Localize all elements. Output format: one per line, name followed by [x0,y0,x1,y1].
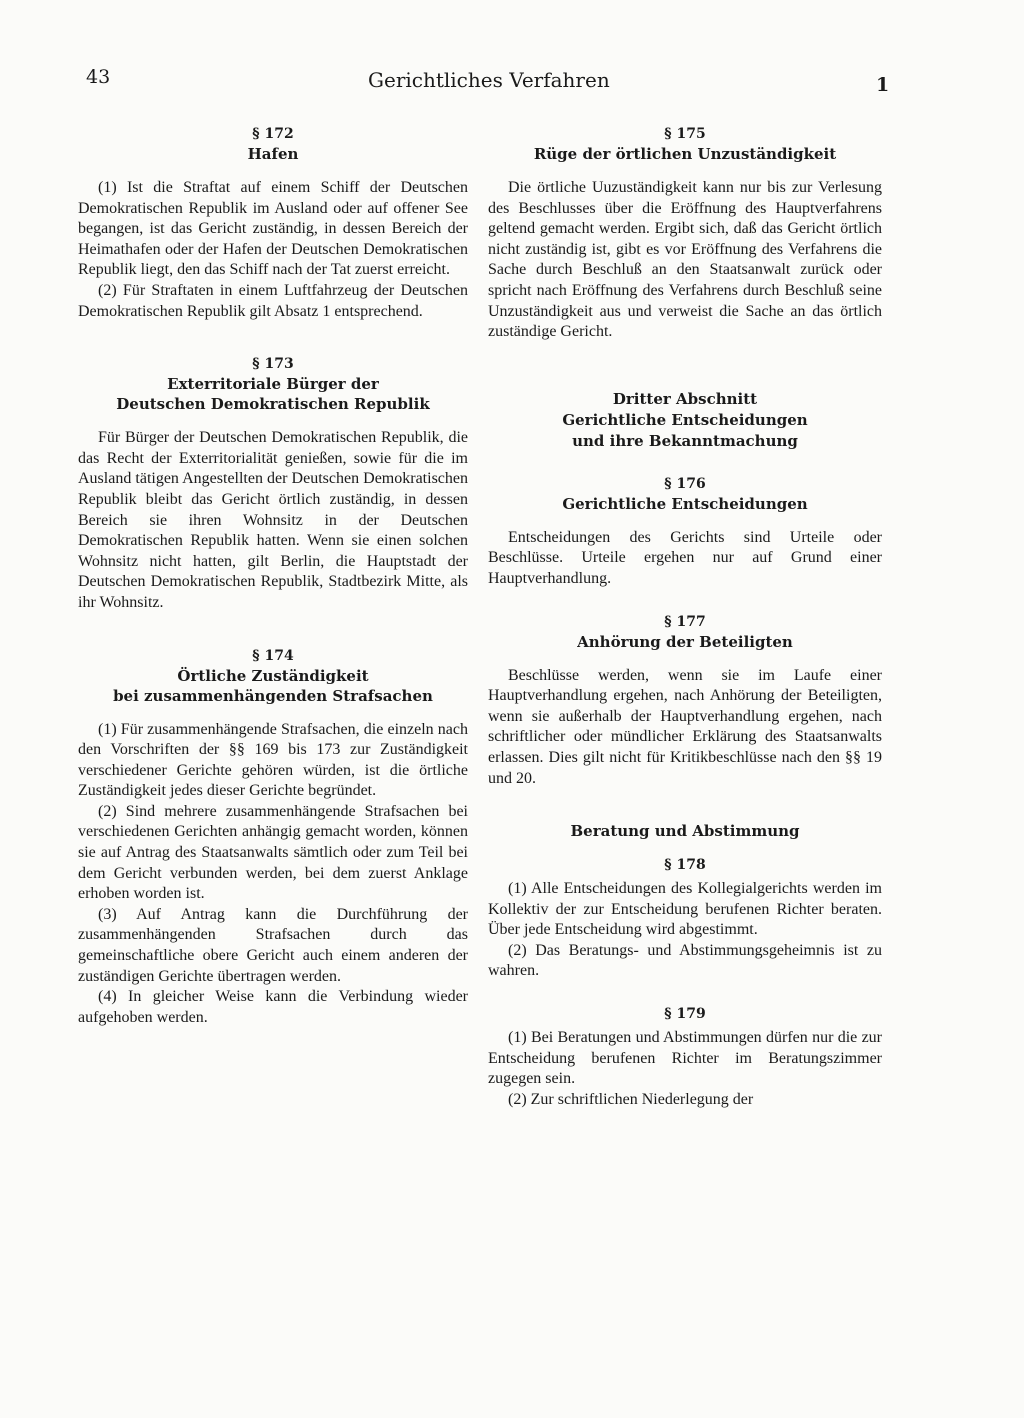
section-title: Gerichtliche Entscheidungen [562,494,808,513]
chapter-line: Gerichtliche Entscheidungen [562,410,808,429]
right-column [488,124,882,1110]
section-177 [488,612,882,790]
paragraph: (1) Bei Beratungen und Abstimmungen dürfen nur die zur Entscheidung berufenen Richter im Beratungszimmer zugegen sein. [488,1029,882,1088]
left-column [78,124,468,1028]
paragraph: (2) Für Straftaten in einem Luftfahrzeug der Deutschen Demokratischen Republik gilt Absatz 1 entsprechend. [78,281,468,320]
section-175 [488,124,882,343]
paragraph: Die örtliche Uuzuständigkeit kann nur bis zur Verlesung des Beschlusses über die Eröffnung des Hauptverfahrens geltend gemacht werden. Ergibt sich, daß das Gericht örtlich nicht zuständig ist, gibt es vor Eröffnung des Verfahrens die Sache durch Beschluß an den Staatsanwalt zurück oder spricht nach Eröffnung des Verfahrens durch Beschluß seine Unzuständigkeit aus und verweist die Sache an das örtlich zuständige Gericht. [488,179,882,341]
section-number: § 175 [664,126,706,142]
column-marker: 1 [876,74,890,96]
paragraph: (1) Alle Entscheidungen des Kollegialgerichts werden im Kollektiv der zur Entscheidung berufenen Richter beraten. Über jede Entscheidung wird abgestimmt. [488,880,882,939]
chapter-line: Dritter Abschnitt [612,389,758,408]
page-header [0,60,1024,100]
paragraph: (1) Ist die Straftat auf einem Schiff der Deutschen Demokratischen Republik im Ausland oder auf offener See begangen, ist das Gericht zuständig, in dessen Bereich der Heimathafen oder der Hafen der Deutschen Demokratischen Republik liegt, den das Schiff nach der Tat zuerst erreicht. [78,179,468,279]
section-title: Rüge der örtlichen Unzuständigkeit [533,145,837,163]
paragraph: Entscheidungen des Gerichts sind Urteile oder Beschlüsse. Urteile ergehen nur auf Grund einer Hauptverhandlung. [488,528,882,587]
chapter-heading [488,389,882,452]
section-title: Deutschen Demokratischen Republik [116,395,430,414]
section-number: § 179 [664,1006,706,1023]
paragraph: (4) In gleicher Weise kann die Verbindung wieder aufgehoben werden. [78,988,468,1026]
section-title: Hafen [247,145,299,163]
section-number: § 173 [252,356,294,373]
section-number: § 177 [664,613,706,630]
paragraph: (2) Das Beratungs- und Abstimmungsgeheimnis ist zu wahren. [488,941,882,980]
section-173 [78,354,468,613]
paragraph: (3) Auf Antrag kann die Durchführung der zusammenhängenden Strafsachen durch das gemeinschaftliche obere Gericht auch einem anderen der zuständigen Gerichte übertragen werden. [78,905,468,985]
paragraph: Für Bürger der Deutschen Demokratischen Republik, die das Recht der Exterritorialität genießen, sowie für die im Ausland tätigen Angestellten der Deutschen Demokratischen Republik bleibt das Gericht örtlich zuständig, in dessen Bereich sie ihren Wohnsitz in der Deutschen Demokratischen Republik hatten. Wenn sie einen solchen Wohnsitz nicht hatten, gilt Berlin, die Hauptstadt der Deutschen Demokratischen Republik, Stadtbezirk Mitte, als ihr Wohnsitz. [78,429,468,611]
section-title: bei zusammenhängenden Strafsachen [113,686,433,705]
section-title: Anhörung der Beteiligten [577,632,793,651]
section-number: § 176 [664,475,706,492]
chapter-line: und ihre Bekanntmachung [572,431,798,450]
section-178 [488,855,882,982]
subheading: Beratung und Abstimmung [570,822,800,841]
section-174 [78,646,468,1029]
paragraph: (2) Zur schriftlichen Niederlegung der [508,1090,754,1108]
running-title: Gerichtliches Verfahren [368,68,610,92]
paragraph: (1) Für zusammenhängende Strafsachen, die einzeln nach den Vorschriften der §§ 169 bis 173 zur Zuständigkeit verschiedener Gerichte gehören würden, ist die örtliche Zuständigkeit jedes dieser Gerichte begründet. [78,720,468,800]
paragraph: Beschlüsse werden, wenn sie im Laufe einer Hauptverhandlung ergehen, nach Anhörung der Beteiligten, wenn sie außerhalb der Hauptverhandlung ergehen, nach schriftlicher oder mündlicher Erklärung des Staatsanwalts erlassen. Dies gilt nicht für Kritikbeschlüsse nach den §§ 19 und 20. [488,666,882,787]
section-number: § 172 [252,126,294,142]
section-number: § 178 [664,857,706,874]
section-number: § 174 [252,647,294,664]
paragraph: (2) Sind mehrere zusammenhängende Strafsachen bei verschiedenen Gerichten anhängig gemacht worden, können sie auf Antrag des Staatsanwalts sämtlich oder zum Teil bei dem Gericht verbunden werden, bei dem zuerst Anklage erhoben worden ist. [78,802,468,903]
section-title: Exterritoriale Bürger der [167,375,379,394]
section-176 [488,474,882,590]
section-179 [488,1004,882,1110]
page-number: 43 [86,66,111,88]
section-172 [78,124,468,322]
section-title: Örtliche Zuständigkeit [177,666,369,685]
